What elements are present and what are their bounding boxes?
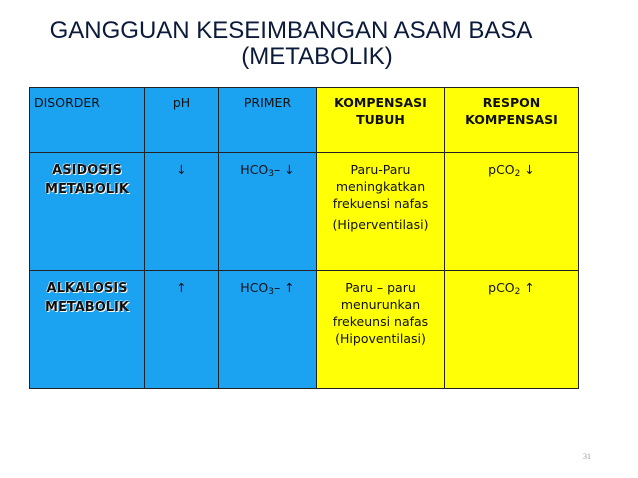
acid-base-table bbox=[29, 87, 579, 389]
cell-primer: $HCO_3-$ ↓ bbox=[219, 153, 317, 271]
cell-disorder: ALKALOSIS METABOLIK bbox=[30, 271, 145, 389]
cell-ph bbox=[145, 153, 219, 271]
cell-kompensasi: Paru – paru menurunkan frekeunsi nafas (Hipoventilasi) bbox=[317, 271, 445, 389]
arrow-down-icon: ↓ bbox=[176, 162, 187, 177]
cell-respon: pCO$_2$ ↑ bbox=[445, 271, 579, 389]
cell-ph bbox=[145, 271, 219, 389]
arrow-up-icon: ↑ bbox=[176, 280, 187, 295]
slide-title: GANGGUAN KESEIMBANGAN ASAM BASA bbox=[49, 17, 533, 44]
cell-disorder: ASIDOSIS METABOLIK bbox=[30, 153, 145, 271]
page-number: 31 bbox=[583, 452, 591, 461]
cell-primer: $HCO_3-$ ↑ bbox=[219, 271, 317, 389]
table-header-row bbox=[30, 88, 579, 153]
slide-subtitle: (METABOLIK) bbox=[241, 43, 393, 70]
header-primer: PRIMER bbox=[219, 88, 317, 153]
header-ph: pH bbox=[145, 88, 219, 153]
header-kompensasi: KOMPENSASI TUBUH bbox=[317, 88, 445, 153]
table-row bbox=[30, 271, 579, 389]
header-respon: RESPON KOMPENSASI bbox=[445, 88, 579, 153]
cell-kompensasi: Paru-Paru meningkatkan frekuensi nafas (Hiperventilasi) bbox=[317, 153, 445, 271]
table-row bbox=[30, 153, 579, 271]
header-disorder: DISORDER bbox=[30, 88, 145, 153]
cell-respon: pCO$_2$ ↓ bbox=[445, 153, 579, 271]
